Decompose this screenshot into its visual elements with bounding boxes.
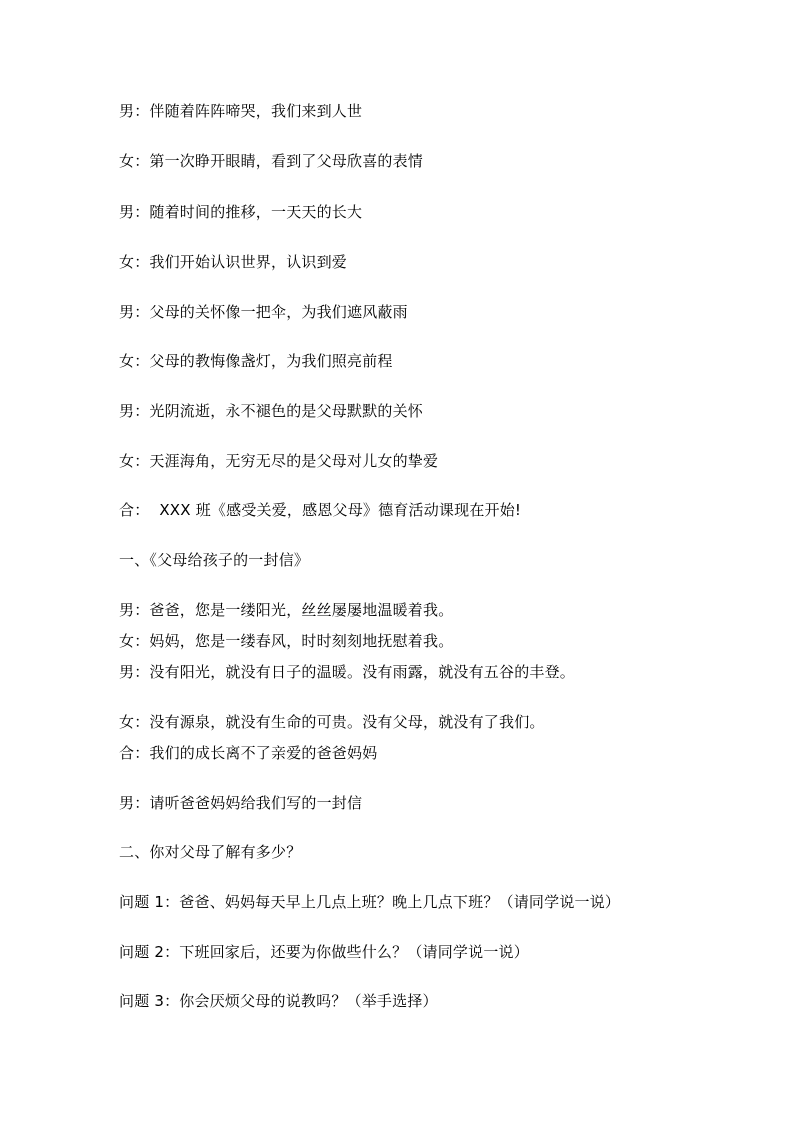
- text-line: 女：天涯海角，无穷无尽的是父母对儿女的挚爱: [119, 452, 439, 470]
- text-line: 男：伴随着阵阵啼哭，我们来到人世: [119, 102, 363, 120]
- text-line: 男：父母的关怀像一把伞，为我们遮风蔽雨: [119, 303, 408, 321]
- text-line: 男：没有阳光，就没有日子的温暖。没有雨露，就没有五谷的丰登。: [119, 663, 576, 681]
- text-line: 女：没有源泉，就没有生命的可贵。没有父母，就没有了我们。: [119, 713, 545, 731]
- text-line: 合：我们的成长离不了亲爱的爸爸妈妈: [119, 744, 378, 762]
- text-line: 女：父母的教悔像盏灯，为我们照亮前程: [119, 352, 393, 370]
- question-line: 问题 1：爸爸、妈妈每天早上几点上班？晚上几点下班？（请同学说一说）: [119, 893, 621, 911]
- question-line: 问题 3：你会厌烦父母的说教吗？（举手选择）: [119, 992, 438, 1010]
- text-line: 男：爸爸，您是一缕阳光，丝丝屡屡地温暖着我。: [119, 601, 454, 619]
- text-line: 女：第一次睁开眼睛，看到了父母欣喜的表情: [119, 152, 424, 170]
- section-heading: 二、你对父母了解有多少？: [119, 843, 302, 861]
- text-line: 女：我们开始认识世界，认识到爱: [119, 253, 348, 271]
- question-line: 问题 2：下班回家后，还要为你做些什么？（请同学说一说）: [119, 943, 529, 961]
- text-line: 男：随着时间的推移，一天天的长大: [119, 203, 363, 221]
- section-heading: 一、《父母给孩子的一封信》: [119, 551, 310, 569]
- text-line: 男：光阴流逝，永不褪色的是父母默默的关怀: [119, 402, 424, 420]
- text-line: 女：妈妈，您是一缕春风，时时刻刻地抚慰着我。: [119, 632, 454, 650]
- text-line: 合： XXX 班《感受关爱，感恩父母》德育活动课现在开始!: [119, 501, 522, 519]
- text-line: 男：请听爸爸妈妈给我们写的一封信: [119, 794, 363, 812]
